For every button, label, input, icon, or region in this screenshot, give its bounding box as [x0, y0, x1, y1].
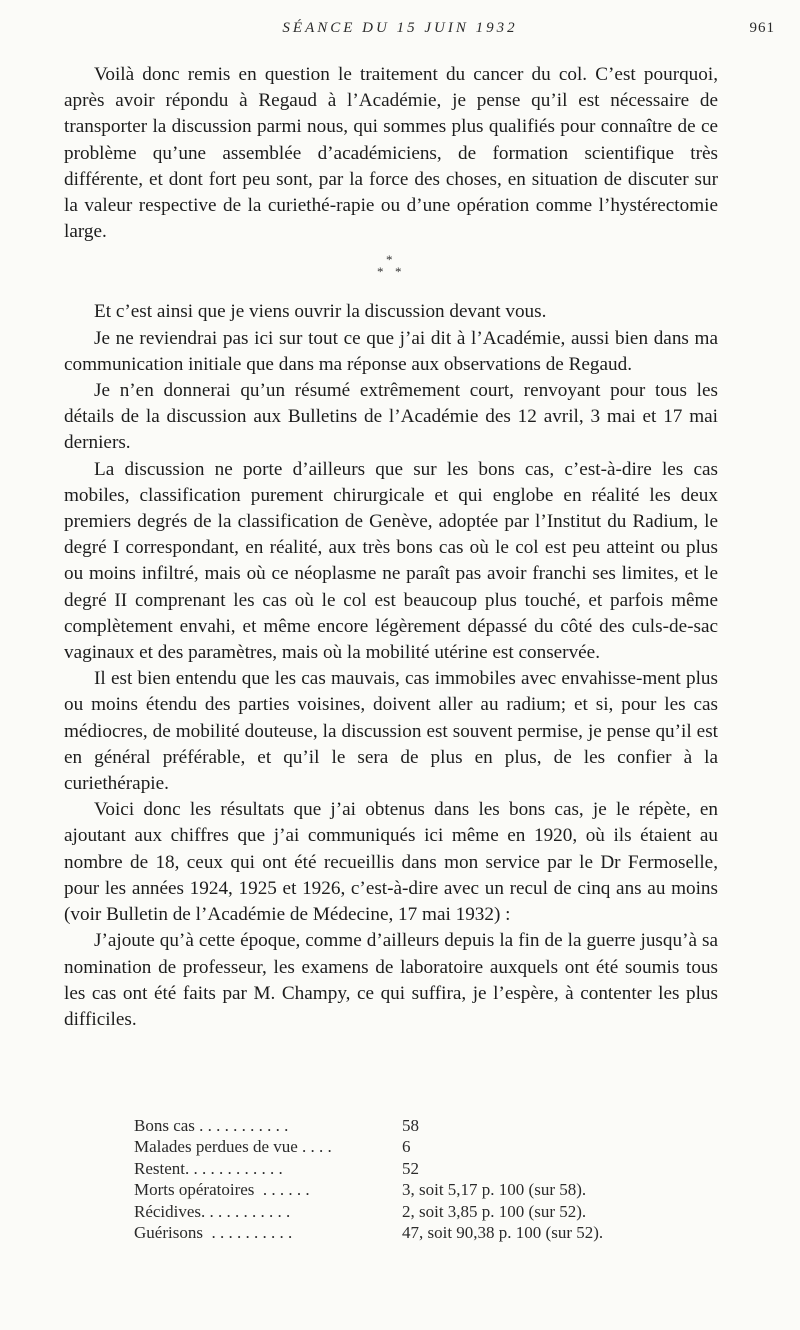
separator-star: * [377, 264, 384, 280]
results-row [134, 1115, 603, 1136]
results-row [134, 1222, 603, 1243]
results-value: 58 [402, 1116, 419, 1135]
results-label: Récidives. . . . . . . . . . . [134, 1201, 291, 1221]
separator-star: * [386, 252, 393, 268]
paragraph: Voici donc les résultats que j’ai obtenus dans les bons cas, je le répète, en ajoutant aux chiffres que j’ai communiqués ici même en 1920, où ils étaient au nombre de 18, ceux qui ont été recueillis dans mon service par le Dr Fermoselle, pour les années 1924, 1925 et 1926, c’est-à-dire avec un recul de cinq ans au moins (voir Bulletin de l’Académie de Médecine, 17 mai 1932) : [64, 799, 718, 926]
running-title: SÉANCE DU 15 JUIN 1932 [282, 20, 518, 36]
results-value: 6 [402, 1137, 411, 1157]
results-value: 52 [402, 1158, 419, 1178]
paragraph: Je ne reviendrai pas ici sur tout ce que j’ai dit à l’Académie, aussi bien dans ma communication initiale que dans ma réponse aux observations de Regaud. [64, 327, 718, 375]
results-label: Guérisons . . . . . . . . . . [134, 1223, 293, 1243]
section-separator [64, 245, 718, 299]
page-number: 961 [749, 20, 775, 36]
results-value: 2, soit 3,85 p. 100 (sur 52). [402, 1201, 587, 1221]
paragraph: La discussion ne porte d’ailleurs que sur les bons cas, c’est-à-dire les cas mobiles, classification purement chirurgicale et qui englobe en réalité les deux premiers degrés de la classification de Genève, adoptée par l’Institut du Radium, le degré I correspondant, en réalité, aux très bons cas où le col est peu atteint ou plus ou moins infiltré, mais où ce néoplasme ne paraît pas avoir franchi ses limites, et le degré II comprenant les cas où le col est beaucoup plus touché, et parfois même complètement envahi, et même encore légèrement dépassé du côté des culs-de-sac vaginaux et des paramètres, mais où la mobilité utérine est conservée. [64, 458, 718, 664]
paragraph: J’ajoute qu’à cette époque, comme d’ailleurs depuis la fin de la guerre jusqu’à sa nomination de professeur, les examens de laboratoire auxquels ont été soumis tous les cas ont été faits par M. Champy, ce qui suffira, je l’espère, à contenter les plus difficiles. [64, 930, 718, 1030]
results-value: 3, soit 5,17 p. 100 (sur 58). [402, 1180, 587, 1200]
results-table [134, 1115, 603, 1243]
paragraph: Il est bien entendu que les cas mauvais, cas immobiles avec envahisse-ment plus ou moins étendu des parties voisines, doivent aller au radium; et si, pour les cas médiocres, de mobilité douteuse, la discussion est souvent permise, je pense qu’il est en général préférable, et qu’il le sera de plus en plus, de les confier à la curiethérapie. [64, 668, 718, 795]
results-value: 47, soit 90,38 p. 100 (sur 52). [402, 1223, 604, 1243]
page-header [0, 20, 800, 46]
results-label: Malades perdues de vue . . . . [134, 1137, 332, 1157]
results-row [134, 1201, 603, 1222]
paragraph: Voilà donc remis en question le traitement du cancer du col. C’est pourquoi, après avoir répondu à Regaud à l’Académie, je pense qu’il est nécessaire de transporter la discussion parmi nous, qui sommes plus qualifiés pour connaître de ce problème qu’une assemblée d’académiciens, de formation scientifique très différente, et dont fort peu sont, par la force des choses, en situation de discuter sur la valeur respective de la curiethé-rapie ou d’une opération comme l’hystérectomie large. [64, 64, 718, 243]
results-label: Morts opératoires . . . . . . [134, 1180, 310, 1200]
results-label: Bons cas . . . . . . . . . . . [134, 1116, 289, 1135]
results-row [134, 1158, 603, 1179]
results-label: Restent. . . . . . . . . . . . [134, 1158, 283, 1178]
results-row [134, 1136, 603, 1157]
paragraph: Et c’est ainsi que je viens ouvrir la discussion devant vous. [94, 301, 547, 323]
body-text [64, 62, 718, 1033]
separator-star: * [395, 264, 402, 280]
paragraph: Je n’en donnerai qu’un résumé extrêmement court, renvoyant pour tous les détails de la discussion aux Bulletins de l’Académie des 12 avril, 3 mai et 17 mai derniers. [64, 380, 718, 454]
results-row [134, 1179, 603, 1200]
